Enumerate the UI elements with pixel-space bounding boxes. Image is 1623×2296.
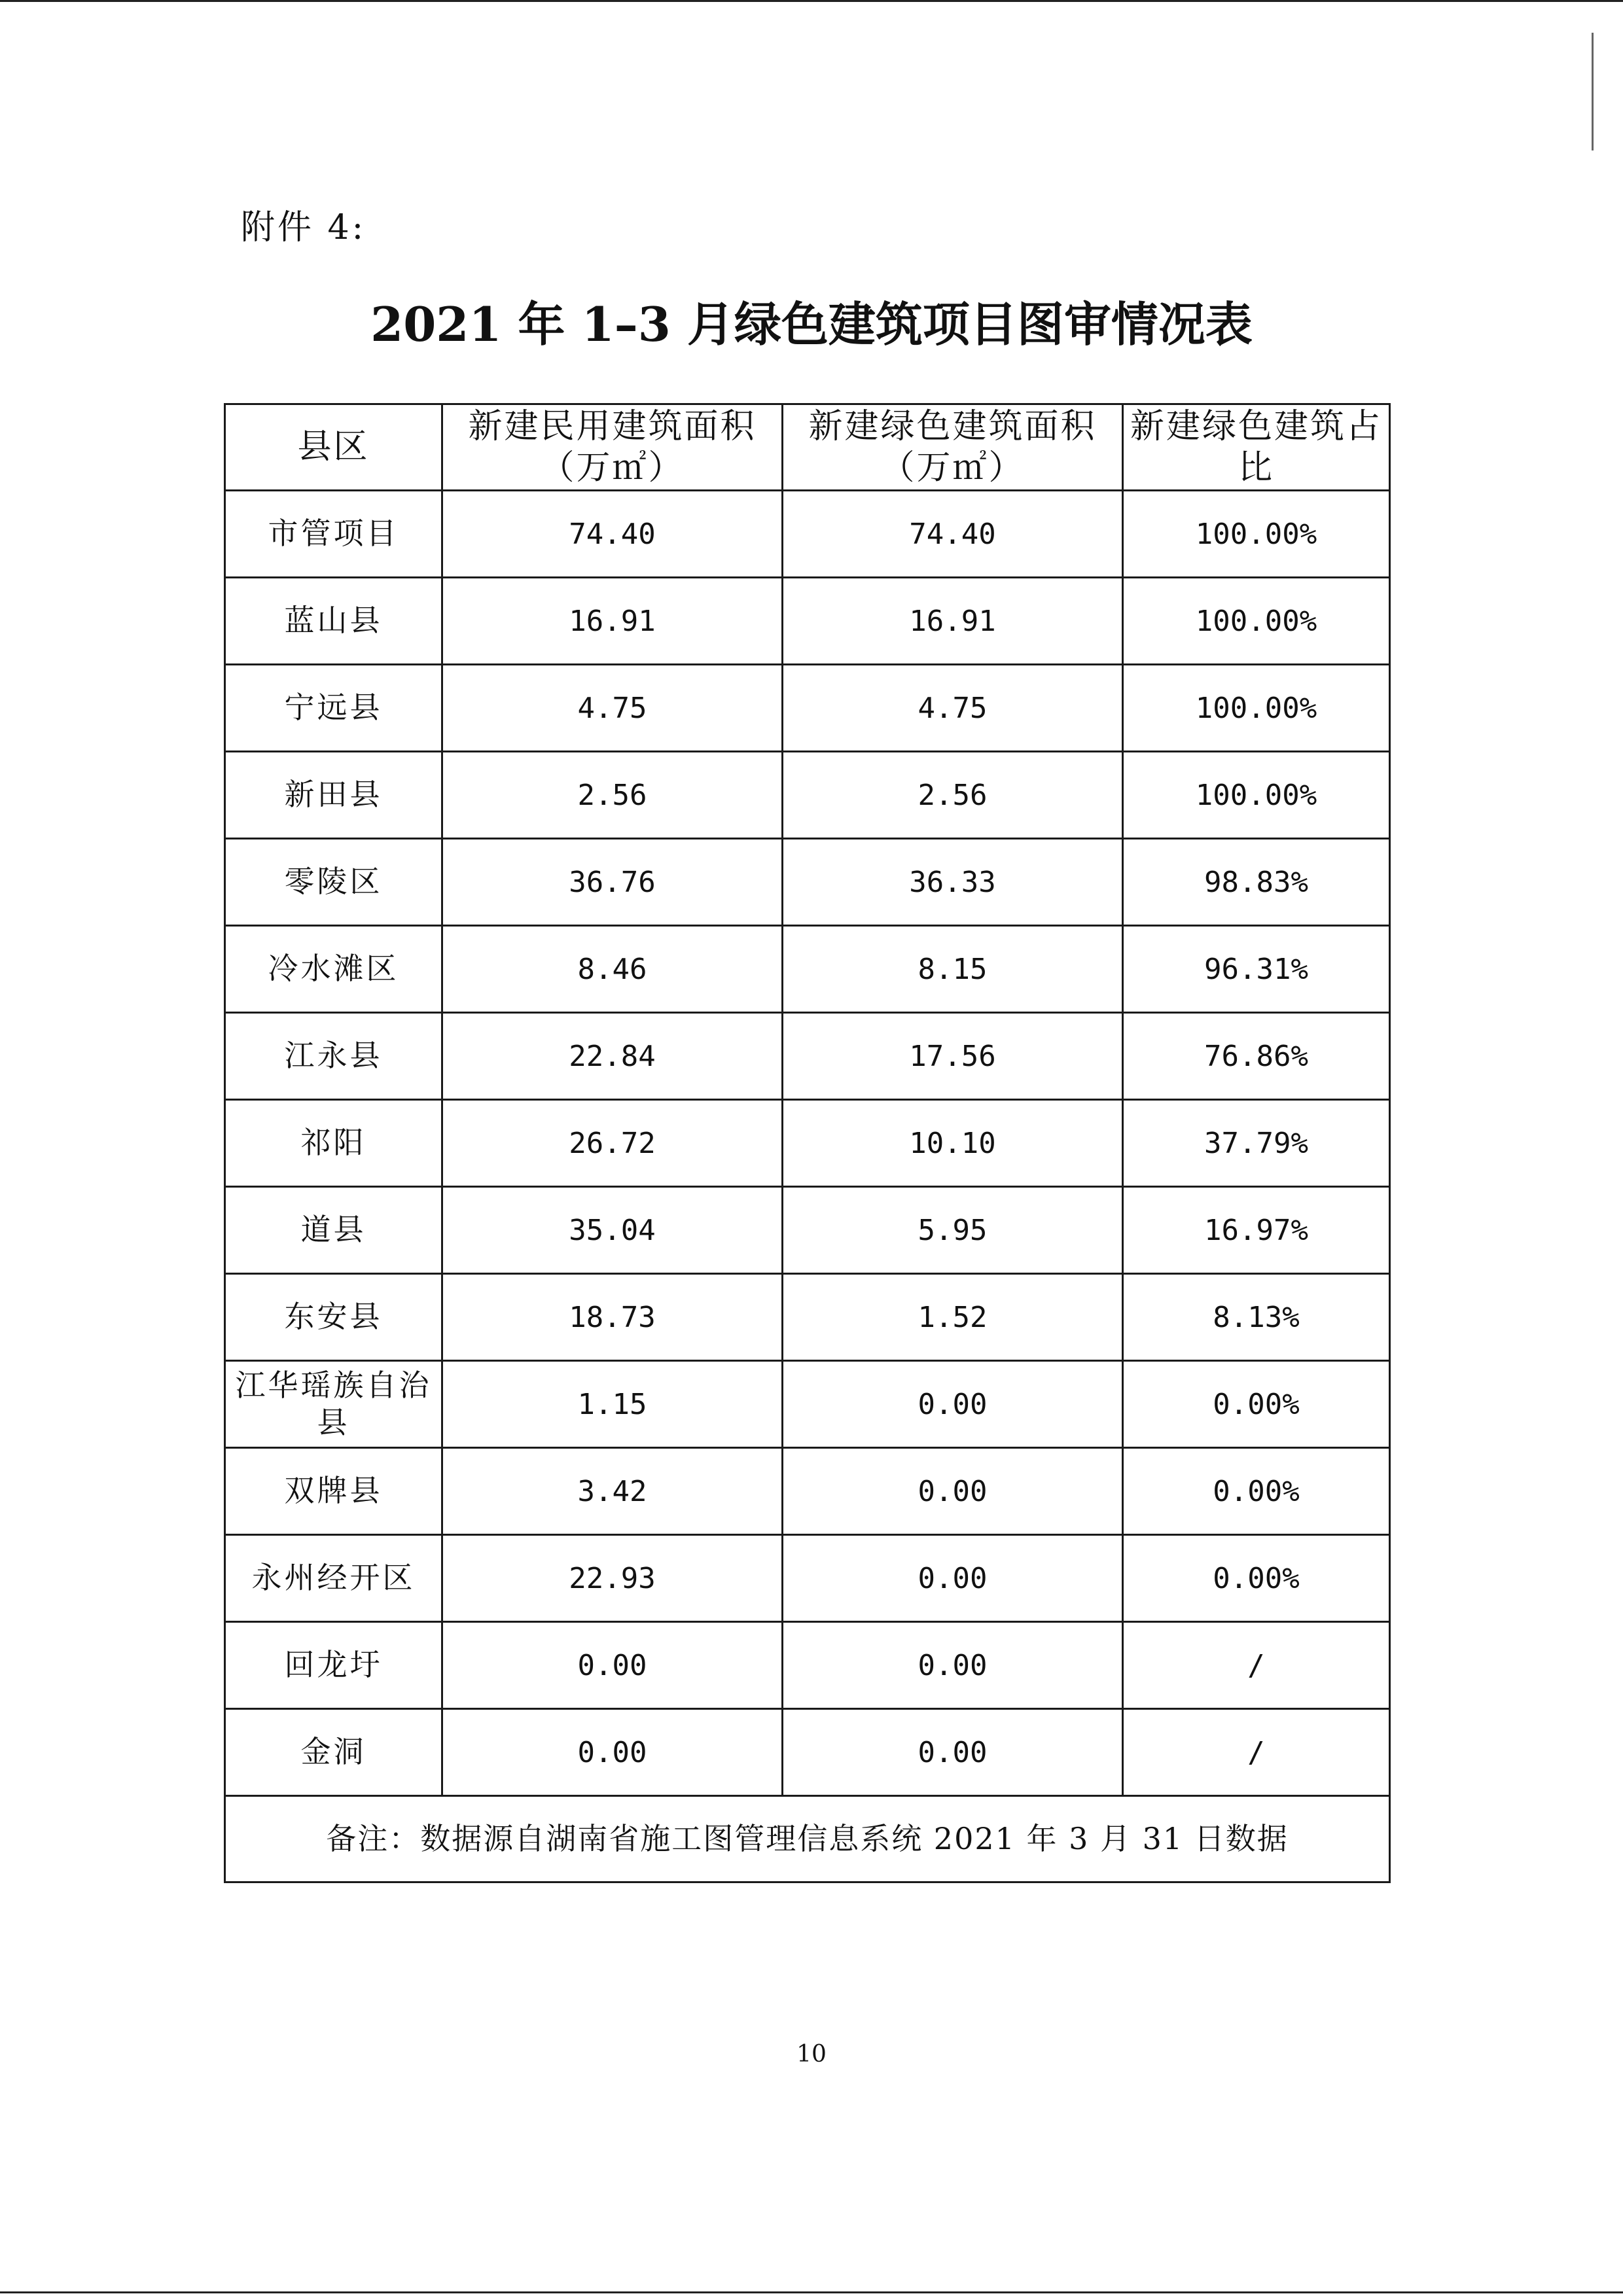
green-ratio-cell: 100.00% bbox=[1123, 578, 1390, 665]
green-ratio-cell: 100.00% bbox=[1123, 665, 1390, 752]
green-area-cell: 0.00 bbox=[783, 1448, 1123, 1535]
district-cell: 冷水滩区 bbox=[225, 926, 442, 1013]
table-row bbox=[225, 578, 1390, 665]
civil-area-cell: 8.46 bbox=[442, 926, 783, 1013]
table-note-row bbox=[225, 1796, 1390, 1882]
table-header-row bbox=[225, 404, 1390, 491]
header-green-ratio: 新建绿色建筑占比 bbox=[1123, 404, 1390, 491]
district-cell: 蓝山县 bbox=[225, 578, 442, 665]
green-ratio-cell: 100.00% bbox=[1123, 752, 1390, 839]
table-row bbox=[225, 1448, 1390, 1535]
green-ratio-cell: / bbox=[1123, 1709, 1390, 1796]
header-district: 县区 bbox=[225, 404, 442, 491]
table-row bbox=[225, 1709, 1390, 1796]
civil-area-cell: 22.84 bbox=[442, 1013, 783, 1100]
table-row bbox=[225, 1100, 1390, 1187]
civil-area-cell: 4.75 bbox=[442, 665, 783, 752]
district-cell: 新田县 bbox=[225, 752, 442, 839]
table-row bbox=[225, 1361, 1390, 1448]
green-area-cell: 10.10 bbox=[783, 1100, 1123, 1187]
green-ratio-cell: 37.79% bbox=[1123, 1100, 1390, 1187]
green-area-cell: 0.00 bbox=[783, 1361, 1123, 1448]
table-row bbox=[225, 1013, 1390, 1100]
district-cell: 金洞 bbox=[225, 1709, 442, 1796]
green-ratio-cell: 0.00% bbox=[1123, 1448, 1390, 1535]
table-row bbox=[225, 1535, 1390, 1622]
civil-area-cell: 3.42 bbox=[442, 1448, 783, 1535]
green-building-table bbox=[224, 403, 1391, 1883]
civil-area-cell: 22.93 bbox=[442, 1535, 783, 1622]
scan-edge-top bbox=[0, 0, 1623, 2]
civil-area-cell: 1.15 bbox=[442, 1361, 783, 1448]
green-area-cell: 5.95 bbox=[783, 1187, 1123, 1274]
table-row bbox=[225, 1622, 1390, 1709]
scan-edge-right bbox=[1592, 33, 1594, 150]
district-cell: 道县 bbox=[225, 1187, 442, 1274]
district-cell: 零陵区 bbox=[225, 839, 442, 926]
district-cell: 双牌县 bbox=[225, 1448, 442, 1535]
green-area-cell: 2.56 bbox=[783, 752, 1123, 839]
civil-area-cell: 18.73 bbox=[442, 1274, 783, 1361]
attachment-label: 附件 4: bbox=[241, 208, 366, 247]
green-ratio-cell: 76.86% bbox=[1123, 1013, 1390, 1100]
table-row bbox=[225, 491, 1390, 578]
district-cell: 宁远县 bbox=[225, 665, 442, 752]
civil-area-cell: 74.40 bbox=[442, 491, 783, 578]
green-area-cell: 0.00 bbox=[783, 1622, 1123, 1709]
green-ratio-cell: 100.00% bbox=[1123, 491, 1390, 578]
civil-area-cell: 0.00 bbox=[442, 1709, 783, 1796]
green-ratio-cell: 0.00% bbox=[1123, 1535, 1390, 1622]
scan-edge-bottom bbox=[0, 2291, 1623, 2293]
green-area-cell: 74.40 bbox=[783, 491, 1123, 578]
district-cell: 市管项目 bbox=[225, 491, 442, 578]
green-area-cell: 36.33 bbox=[783, 839, 1123, 926]
table-row bbox=[225, 926, 1390, 1013]
green-ratio-cell: 96.31% bbox=[1123, 926, 1390, 1013]
table-note: 备注：数据源自湖南省施工图管理信息系统 2021 年 3 月 31 日数据 bbox=[225, 1796, 1390, 1882]
green-area-cell: 16.91 bbox=[783, 578, 1123, 665]
green-area-cell: 17.56 bbox=[783, 1013, 1123, 1100]
district-cell: 江华瑶族自治县 bbox=[225, 1361, 442, 1448]
green-area-cell: 0.00 bbox=[783, 1709, 1123, 1796]
green-ratio-cell: 98.83% bbox=[1123, 839, 1390, 926]
green-area-cell: 1.52 bbox=[783, 1274, 1123, 1361]
page-number: 10 bbox=[796, 2041, 827, 2068]
page-title: 2021 年 1–3 月绿色建筑项目图审情况表 bbox=[370, 296, 1253, 352]
civil-area-cell: 26.72 bbox=[442, 1100, 783, 1187]
civil-area-cell: 0.00 bbox=[442, 1622, 783, 1709]
green-area-cell: 8.15 bbox=[783, 926, 1123, 1013]
green-ratio-cell: 16.97% bbox=[1123, 1187, 1390, 1274]
civil-area-cell: 36.76 bbox=[442, 839, 783, 926]
table-row bbox=[225, 839, 1390, 926]
green-ratio-cell: 8.13% bbox=[1123, 1274, 1390, 1361]
civil-area-cell: 35.04 bbox=[442, 1187, 783, 1274]
district-cell: 江永县 bbox=[225, 1013, 442, 1100]
table-row bbox=[225, 752, 1390, 839]
green-ratio-cell: / bbox=[1123, 1622, 1390, 1709]
district-cell: 祁阳 bbox=[225, 1100, 442, 1187]
table-row bbox=[225, 1274, 1390, 1361]
district-cell: 东安县 bbox=[225, 1274, 442, 1361]
civil-area-cell: 2.56 bbox=[442, 752, 783, 839]
civil-area-cell: 16.91 bbox=[442, 578, 783, 665]
green-ratio-cell: 0.00% bbox=[1123, 1361, 1390, 1448]
table-row bbox=[225, 1187, 1390, 1274]
district-cell: 回龙圩 bbox=[225, 1622, 442, 1709]
header-green-area: 新建绿色建筑面积（万㎡） bbox=[783, 404, 1123, 491]
green-area-cell: 0.00 bbox=[783, 1535, 1123, 1622]
table-row bbox=[225, 665, 1390, 752]
district-cell: 永州经开区 bbox=[225, 1535, 442, 1622]
green-area-cell: 4.75 bbox=[783, 665, 1123, 752]
header-civil-area: 新建民用建筑面积（万㎡） bbox=[442, 404, 783, 491]
